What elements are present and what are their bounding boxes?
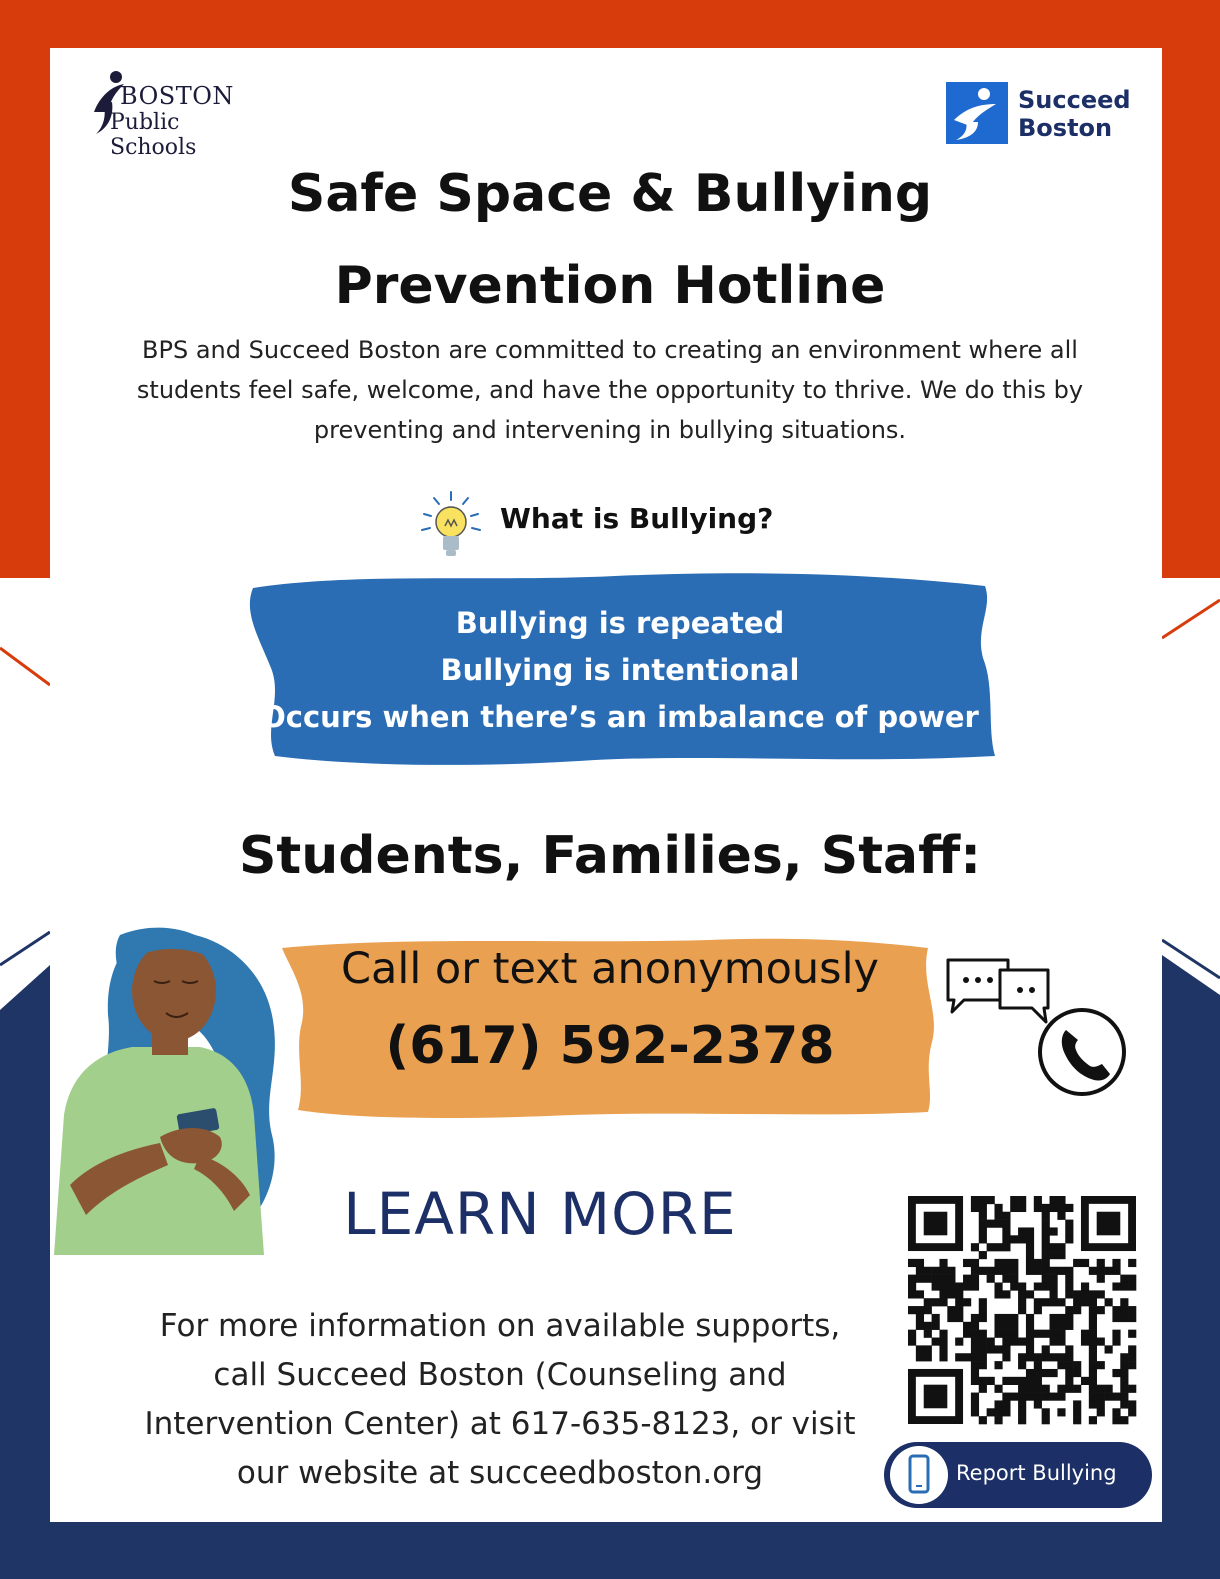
chat-bubbles-icon — [948, 960, 1048, 1022]
more-info-line3: Intervention Center) at 617-635-8123, or visit — [144, 1406, 856, 1442]
contact-icons — [940, 950, 1140, 1100]
hotline-phone-number[interactable]: (617) 592-2378 — [385, 1016, 835, 1076]
phone-icon — [1040, 1010, 1124, 1094]
question-text: What is Bullying? — [500, 502, 774, 535]
intro-line1: BPS and Succeed Boston are committed to creating an environment where all — [142, 336, 1078, 364]
mobile-phone-icon — [890, 1446, 948, 1504]
more-info-line2: call Succeed Boston (Counseling and — [213, 1357, 787, 1393]
bullying-point-1: Bullying is repeated — [455, 606, 785, 640]
more-info-line4: our website at succeedboston.org — [236, 1455, 764, 1491]
bullying-point-3: Occurs when there’s an imbalance of power — [261, 700, 979, 734]
succeed-logo-line2: Boston — [1018, 114, 1113, 142]
woman-texting-illustration — [50, 925, 290, 1255]
report-bullying-label: Report Bullying — [956, 1461, 1117, 1485]
page-title — [100, 148, 1120, 332]
bps-logo — [90, 68, 270, 160]
intro-line3: preventing and intervening in bullying situations. — [313, 416, 907, 444]
title-line2: Prevention Hotline — [334, 256, 886, 316]
lightbulb-icon — [418, 488, 488, 568]
succeed-boston-logo — [946, 82, 1146, 144]
bullying-definition-list — [260, 600, 980, 741]
qr-code[interactable] — [900, 1188, 1144, 1432]
intro-paragraph — [80, 330, 1140, 450]
more-info-line1: For more information on available supports, — [159, 1308, 841, 1344]
audience-heading: Students, Families, Staff: — [238, 826, 982, 886]
intro-line2: students feel safe, welcome, and have the opportunity to thrive. We do this by — [136, 376, 1084, 404]
learn-more-heading: LEARN MORE — [343, 1180, 737, 1248]
title-line1: Safe Space & Bullying — [287, 164, 933, 224]
more-info-paragraph — [110, 1302, 890, 1498]
bps-logo-line1: BOSTON — [120, 82, 234, 110]
report-bullying-button[interactable] — [884, 1442, 1152, 1508]
succeed-logo-line1: Succeed — [1018, 86, 1131, 114]
call-label: Call or text anonymously — [341, 944, 879, 994]
bps-logo-line2: Public Schools — [110, 110, 197, 160]
question-heading — [418, 488, 818, 568]
succeed-boston-figure-icon — [946, 82, 1008, 144]
bullying-point-2: Bullying is intentional — [440, 653, 800, 687]
